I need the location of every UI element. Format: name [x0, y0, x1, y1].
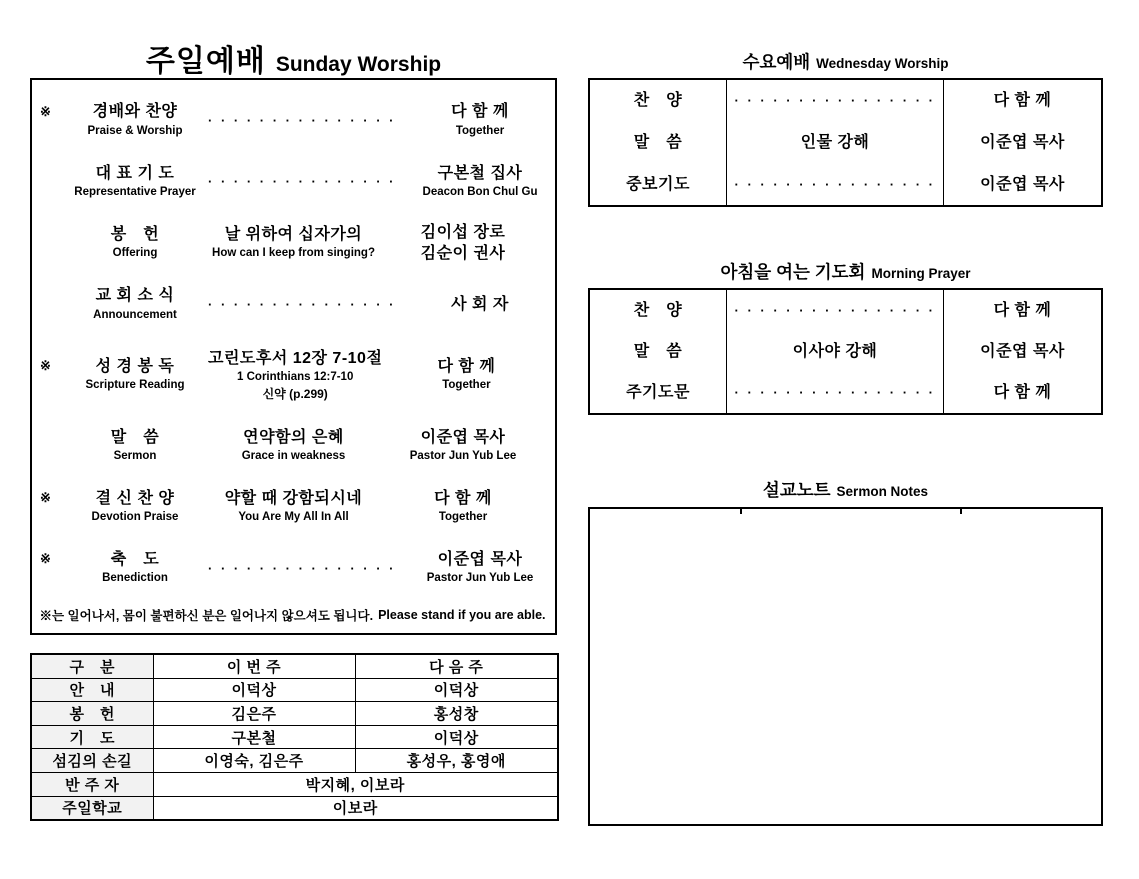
sermon-series: 이사야 강해 — [726, 331, 943, 372]
leader-cell — [396, 101, 564, 139]
item-korean: 대 표 기 도 — [95, 164, 175, 182]
sermon-notes-title — [588, 477, 1103, 502]
worship-row-announcement — [38, 274, 547, 335]
worship-row-praise — [38, 90, 547, 151]
scripture-page: 신약 (p.299) — [262, 386, 328, 401]
wednesday-title-english: Wednesday Worship — [816, 56, 949, 71]
leader-korean: 이준엽 목사 — [943, 331, 1101, 372]
leader-english: Deacon Bon Chul Gu — [422, 185, 538, 198]
leader-cell — [379, 222, 547, 264]
leader-english: Pastor Jun Yub Lee — [409, 449, 517, 462]
stand-marker: ※ — [40, 551, 51, 567]
item-korean: 교 회 소 식 — [95, 287, 175, 305]
worship-row-representative-prayer — [38, 151, 547, 212]
leader-cell — [396, 294, 564, 315]
sermon-notes-title-korean: 설교노트 — [762, 480, 831, 500]
duty-row-guide — [31, 678, 558, 702]
sunday-worship-title — [30, 36, 557, 80]
center-cell — [208, 561, 396, 576]
duty-both-weeks: 이보라 — [153, 796, 558, 820]
item-english: Sermon — [113, 449, 157, 462]
duty-this-week: 구본철 — [153, 725, 355, 749]
sunday-title-korean: 주일예배 — [145, 45, 266, 78]
song-title-korean: 약할 때 강함되시네 — [224, 489, 363, 507]
item-english: Benediction — [102, 572, 168, 585]
duty-header-next-week: 다 음 주 — [355, 654, 558, 678]
item-korean: 성 경 봉 독 — [95, 357, 175, 375]
item-korean: 말 씀 — [110, 428, 160, 446]
dotted-leader: · · · · · · · · · · · · · · · — [208, 174, 397, 190]
leader-korean: 이준엽 목사 — [943, 163, 1101, 205]
leader-korean: 구본철 집사 — [437, 164, 523, 182]
footnote-korean: ※는 일어나서, 몸이 불편하신 분은 일어나지 않으셔도 됩니다. — [39, 609, 374, 624]
sunday-title-english: Sunday Worship — [275, 53, 442, 76]
dotted-leader: · · · · · · · · · · · · · · · · — [726, 163, 943, 205]
worship-row-devotion-praise — [38, 476, 547, 537]
dotted-leader: · · · · · · · · · · · · · · · — [208, 297, 397, 313]
leader-korean: 다 함 께 — [437, 357, 496, 375]
item-korean: 결 신 찬 양 — [95, 489, 175, 507]
sermon-title-korean: 연약함의 은혜 — [243, 428, 344, 446]
duty-label: 섬김의 손길 — [31, 749, 153, 773]
duty-this-week: 김은주 — [153, 702, 355, 726]
item-cell — [62, 224, 208, 262]
duty-both-weeks: 박지혜, 이보라 — [153, 772, 558, 796]
item-english: Scripture Reading — [85, 379, 185, 392]
duty-header-category: 구 분 — [31, 654, 153, 678]
dotted-leader: · · · · · · · · · · · · · · · — [208, 113, 397, 129]
duty-row-sunday-school — [31, 796, 558, 820]
leader-korean: 사 회 자 — [451, 296, 509, 314]
worship-row-benediction — [38, 538, 547, 599]
dotted-leader: · · · · · · · · · · · · · · · · — [726, 372, 943, 413]
center-cell — [208, 348, 382, 403]
duty-header-row — [31, 654, 558, 678]
leader-cell — [396, 163, 564, 201]
leader-english: Together — [442, 379, 491, 392]
item-korean: 봉 헌 — [110, 226, 160, 244]
item-cell — [62, 285, 208, 323]
center-cell — [208, 174, 396, 189]
item-korean: 경배와 찬양 — [92, 103, 178, 121]
leader-english: Together — [455, 124, 505, 137]
item-korean: 주기도문 — [626, 383, 690, 401]
stand-marker: ※ — [40, 103, 51, 119]
sunday-worship-box — [30, 78, 557, 635]
dotted-leader: · · · · · · · · · · · · · · · · — [726, 80, 943, 122]
scripture-korean: 고린도후서 12장 7-10절 — [208, 349, 383, 367]
sermon-notes-area — [588, 507, 1103, 826]
leader-english: Together — [438, 510, 488, 523]
leader-korean: 김이섭 장로 — [420, 224, 506, 242]
duty-row-serving-hands — [31, 749, 558, 773]
duty-row-offering — [31, 702, 558, 726]
item-korean: 찬 양 — [633, 301, 683, 319]
leader-korean: 다 함 께 — [451, 103, 509, 121]
item-korean: 찬 양 — [633, 92, 683, 110]
duty-header-this-week: 이 번 주 — [153, 654, 355, 678]
leader-cell — [396, 549, 564, 587]
center-cell — [208, 427, 379, 465]
duty-label: 반 주 자 — [31, 772, 153, 796]
item-english: Praise & Worship — [87, 124, 183, 137]
stand-marker: ※ — [40, 490, 51, 506]
dotted-leader: · · · · · · · · · · · · · · · — [208, 560, 397, 576]
center-cell — [208, 113, 396, 128]
center-cell — [208, 224, 379, 262]
leader-korean: 다 함 께 — [943, 290, 1101, 331]
duty-label: 주일학교 — [31, 796, 153, 820]
leader-cell — [382, 356, 550, 394]
morning-title-english: Morning Prayer — [871, 266, 971, 281]
item-cell — [62, 356, 208, 394]
item-english: Offering — [112, 247, 158, 260]
duty-this-week: 이영숙, 김은주 — [153, 749, 355, 773]
item-cell — [62, 549, 208, 587]
song-title-english: How can I keep from singing? — [212, 247, 375, 260]
duty-next-week: 이덕상 — [355, 725, 558, 749]
wednesday-title-korean: 수요예배 — [742, 52, 811, 72]
center-cell — [208, 488, 379, 526]
grid-tick — [960, 509, 962, 514]
item-english: Devotion Praise — [91, 510, 179, 523]
leader-korean: 이준엽 목사 — [943, 122, 1101, 164]
item-english: Representative Prayer — [74, 185, 196, 198]
leader-korean: 이준엽 목사 — [420, 428, 506, 446]
item-korean: 말 씀 — [633, 342, 683, 360]
leader-english: Pastor Jun Yub Lee — [426, 572, 534, 585]
worship-row-sermon — [38, 415, 547, 476]
item-cell — [62, 163, 208, 201]
stand-marker: ※ — [40, 358, 51, 374]
item-korean: 중보기도 — [626, 175, 690, 193]
leader-cell — [379, 427, 547, 465]
grid-tick — [740, 509, 742, 514]
leader-cell — [379, 488, 547, 526]
item-korean: 축 도 — [110, 551, 160, 569]
song-title-english: You Are My All In All — [238, 510, 349, 523]
leader-korean: 다 함 께 — [943, 372, 1101, 413]
duty-next-week: 홍성우, 홍영애 — [355, 749, 558, 773]
item-cell — [62, 101, 208, 139]
wednesday-worship-box — [588, 78, 1103, 207]
sermon-series: 인물 강해 — [726, 122, 943, 164]
stand-footnote — [38, 599, 547, 631]
duty-next-week: 이덕상 — [355, 678, 558, 702]
duty-row-accompanist — [31, 772, 558, 796]
duty-table — [30, 653, 559, 821]
duty-this-week: 이덕상 — [153, 678, 355, 702]
duty-row-prayer — [31, 725, 558, 749]
footnote-english: Please stand if you are able. — [378, 608, 546, 623]
wednesday-worship-title — [588, 49, 1103, 74]
item-cell — [62, 427, 208, 465]
center-cell — [208, 297, 396, 312]
song-title-korean: 날 위하여 십자가의 — [224, 226, 363, 244]
leader-korean: 이준엽 목사 — [437, 551, 523, 569]
leader-korean-2: 김순이 권사 — [420, 245, 506, 263]
sermon-notes-title-english: Sermon Notes — [836, 484, 929, 499]
scripture-english: 1 Corinthians 12:7-10 — [237, 370, 354, 383]
morning-prayer-box — [588, 288, 1103, 415]
item-english: Announcement — [93, 308, 177, 321]
worship-row-offering — [38, 213, 547, 274]
sermon-title-english: Grace in weakness — [241, 449, 346, 462]
dotted-leader: · · · · · · · · · · · · · · · · — [726, 290, 943, 331]
leader-korean: 다 함 께 — [434, 489, 492, 507]
duty-label: 안 내 — [31, 678, 153, 702]
morning-title-korean: 아침을 여는 기도회 — [720, 262, 866, 282]
item-korean: 말 씀 — [633, 133, 683, 151]
leader-korean: 다 함 께 — [943, 80, 1101, 122]
worship-row-scripture-reading — [38, 335, 547, 415]
duty-label: 봉 헌 — [31, 702, 153, 726]
duty-next-week: 홍성창 — [355, 702, 558, 726]
item-cell — [62, 488, 208, 526]
morning-prayer-title — [588, 259, 1103, 284]
duty-label: 기 도 — [31, 725, 153, 749]
